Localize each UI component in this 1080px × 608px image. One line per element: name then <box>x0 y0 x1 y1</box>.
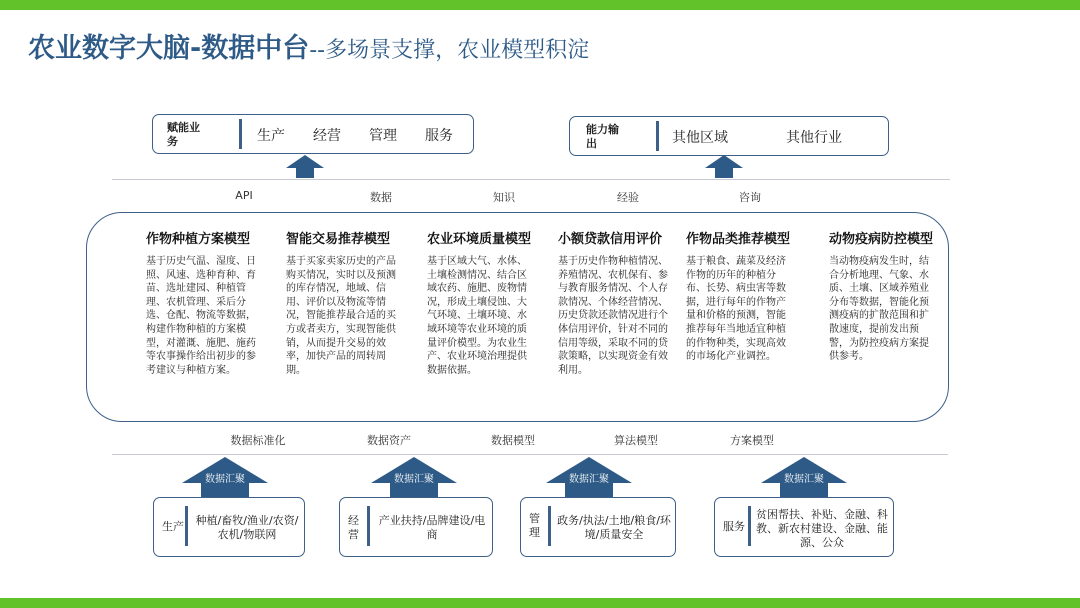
data-collection-arrow-icon <box>371 457 457 499</box>
model-animal-epidemic <box>829 228 937 364</box>
source-label: 服务 <box>723 520 745 533</box>
model-smart-trading <box>286 228 398 377</box>
foundation-data-assets: 数据资产 <box>367 434 411 447</box>
separator-line <box>112 454 948 455</box>
model-crop-planting <box>146 228 256 377</box>
capability-knowledge: 知识 <box>493 191 515 204</box>
source-description: 政务/执法/土地/粮食/环境/质量安全 <box>557 514 671 541</box>
business-item-management: 管理 <box>369 128 397 144</box>
top-accent-bar <box>0 0 1080 10</box>
business-item-production: 生产 <box>257 128 285 144</box>
model-description: 基于买家卖家历史的产品购买情况，实时以及预测的库存情况，地域、信用、评价以及物流等情况，智能推荐最合适的买方或者卖方，实现智能供销，从而提升交易的效率，加快产品的周转周期。 <box>286 256 396 376</box>
model-environment-quality <box>427 228 535 377</box>
model-title: 动物疫病防控模型 <box>829 232 934 247</box>
business-item-service: 服务 <box>425 128 453 144</box>
model-microloan-credit <box>558 228 668 377</box>
data-collection-label: 数据汇聚 <box>784 474 824 485</box>
source-box-service <box>714 497 894 557</box>
model-description: 基于区域大气、水体、土壤检测情况、结合区域农药、施肥、废物情况，形成土壤侵蚀、大气环境、土壤环境、水域环境等农业环境的质量评价模型。为农业生产、农业环境治理提供数据依据。 <box>427 256 527 376</box>
capability-output-box <box>569 116 889 156</box>
model-description: 当动物疫病发生时，结合分析地理、气象、水质、土壤、区域养殖业分布等数据，智能化预测疫病的扩散范围和扩散速度，提前发出预警，为防控疫病方案提供参考。 <box>829 256 929 363</box>
capability-output-label: 能力输出 <box>586 123 619 150</box>
divider <box>185 506 188 546</box>
title-main: 农业数字大脑-数据中台 <box>28 33 310 64</box>
model-description: 基于历史气温、湿度、日照、风速、选种育种、育苗、选址建园、种植管理、农机管理、采后分选、仓配、物流等数据，构建作物种植的方案模型，对灌溉、施肥、施药等农事操作给出初步的参考建议与种植方案。 <box>146 256 256 376</box>
source-box-operation <box>339 497 493 557</box>
data-collection-label: 数据汇聚 <box>394 474 434 485</box>
model-title: 作物品类推荐模型 <box>686 232 791 247</box>
data-collection-arrow-icon <box>182 457 268 499</box>
data-collection-arrow-icon <box>546 457 632 499</box>
divider <box>548 506 551 546</box>
foundation-data-model: 数据模型 <box>491 434 535 447</box>
bottom-accent-bar <box>0 598 1080 608</box>
foundation-data-standardization: 数据标准化 <box>230 434 286 447</box>
empower-business-box <box>152 114 474 154</box>
model-title: 小额贷款信用评价 <box>558 232 663 247</box>
model-description: 基于历史作物种植情况、养殖情况、农机保有、参与教育服务情况、个人存款情况、个体经营情况、历史贷款还款情况进行个体信用评价，针对不同的信用等级，采取不同的贷款策略，以实现资金有效利用。 <box>558 256 668 376</box>
output-item-other-regions: 其他区域 <box>672 130 728 146</box>
foundation-solution-model: 方案模型 <box>730 434 774 447</box>
model-title: 智能交易推荐模型 <box>286 232 391 247</box>
source-description: 贫困帮扶、补贴、金融、科教、新农村建设、金融、能源、公众 <box>756 508 888 549</box>
page-title <box>28 26 589 65</box>
source-label: 管理 <box>529 512 540 539</box>
business-item-operation: 经营 <box>313 128 341 144</box>
source-description: 种植/畜牧/渔业/农资/农机/物联网 <box>195 514 299 541</box>
divider <box>656 121 659 151</box>
source-box-management <box>520 497 676 557</box>
divider <box>748 506 751 546</box>
source-label: 经营 <box>348 514 359 541</box>
source-box-production <box>153 497 305 557</box>
separator-line <box>112 179 950 180</box>
model-description: 基于粮食、蔬菜及经济作物的历年的种植分布、长势、病虫害等数据，进行每年的作物产量和价格的预测，智能推荐每年当地适宜种植的作物种类，实现高效的市场化产业调控。 <box>686 256 786 363</box>
capability-api: API <box>235 189 253 202</box>
data-collection-arrow-icon <box>761 457 847 499</box>
empower-business-label: 赋能业务 <box>167 121 200 148</box>
model-crop-recommendation <box>686 228 792 364</box>
model-title: 作物种植方案模型 <box>146 232 251 247</box>
capability-consulting: 咨询 <box>739 191 761 204</box>
data-collection-label: 数据汇聚 <box>569 474 609 485</box>
up-arrow-icon <box>285 155 325 178</box>
divider <box>367 506 370 546</box>
capability-data: 数据 <box>370 191 392 204</box>
model-title: 农业环境质量模型 <box>427 232 532 247</box>
foundation-algorithm-model: 算法模型 <box>614 434 658 447</box>
title-subtitle: --多场景支撑，农业模型积淀 <box>309 38 590 63</box>
divider <box>239 119 242 149</box>
output-item-other-industries: 其他行业 <box>786 130 842 146</box>
capability-experience: 经验 <box>617 191 639 204</box>
source-description: 产业扶持/品牌建设/电商 <box>378 514 486 541</box>
data-collection-label: 数据汇聚 <box>205 474 245 485</box>
up-arrow-icon <box>704 155 744 178</box>
source-label: 生产 <box>162 520 184 533</box>
